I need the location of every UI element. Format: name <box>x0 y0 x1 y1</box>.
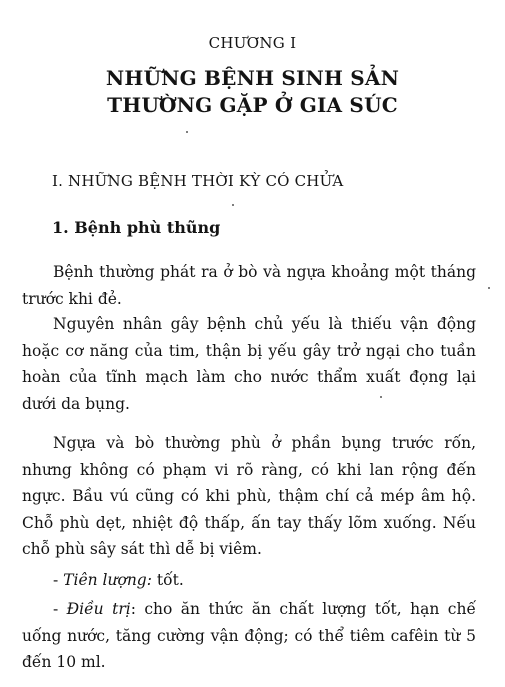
chapter-label: CHƯƠNG I <box>208 34 297 52</box>
subsection-heading: 1. Bệnh phù thũng <box>52 218 221 237</box>
paragraph-onset: Bệnh thường phát ra ở bò và ngựa khoảng một tháng trước khi đẻ. <box>22 263 476 308</box>
scan-speck <box>380 396 382 398</box>
prognosis-prefix: - <box>53 571 64 589</box>
scan-speck <box>232 204 234 206</box>
scan-speck <box>186 131 188 133</box>
prognosis-paragraph <box>22 567 476 594</box>
prognosis-label: Tiên lượng: <box>63 571 152 589</box>
chapter-title-line-1: NHỮNG BỆNH SINH SẢN <box>105 66 400 90</box>
paragraph-symptoms: Ngựa và bò thường phù ở phần bụng trước rốn, nhưng không có phạm vi rõ ràng, có khi lan rộng đến ngực. Bầu vú cũng có khi phù, thậm chí cả mép âm hộ. Chỗ phù dẹt, nhiệt độ thấp, ấn tay thấy lõm xuống. Nếu chỗ phù sây sát thì dễ bị viêm. <box>22 434 476 558</box>
prognosis-text: tốt. <box>151 571 184 589</box>
paragraph-cause: Nguyên nhân gây bệnh chủ yếu là thiếu vận động hoặc cơ năng của tim, thận bị yếu gây trở ngại cho tuần hoàn của tĩnh mạch làm cho nước thẩm xuất đọng lại dưới da bụng. <box>22 315 476 413</box>
treatment-text: : cho ăn thức ăn chất lượng tốt, hạn chế uống nước, tăng cường vận động; có thể tiêm cafêin từ 5 đến 10 ml. <box>22 600 476 671</box>
scan-speck <box>488 287 490 289</box>
treatment-paragraph <box>22 596 476 676</box>
treatment-prefix: - <box>53 600 67 618</box>
section-heading: I. NHỮNG BỆNH THỜI KỲ CÓ CHỬA <box>52 172 344 190</box>
chapter-title-line-2: THƯỜNG GẶP Ở GIA SÚC <box>107 93 398 117</box>
treatment-label: Điều trị <box>66 600 131 618</box>
